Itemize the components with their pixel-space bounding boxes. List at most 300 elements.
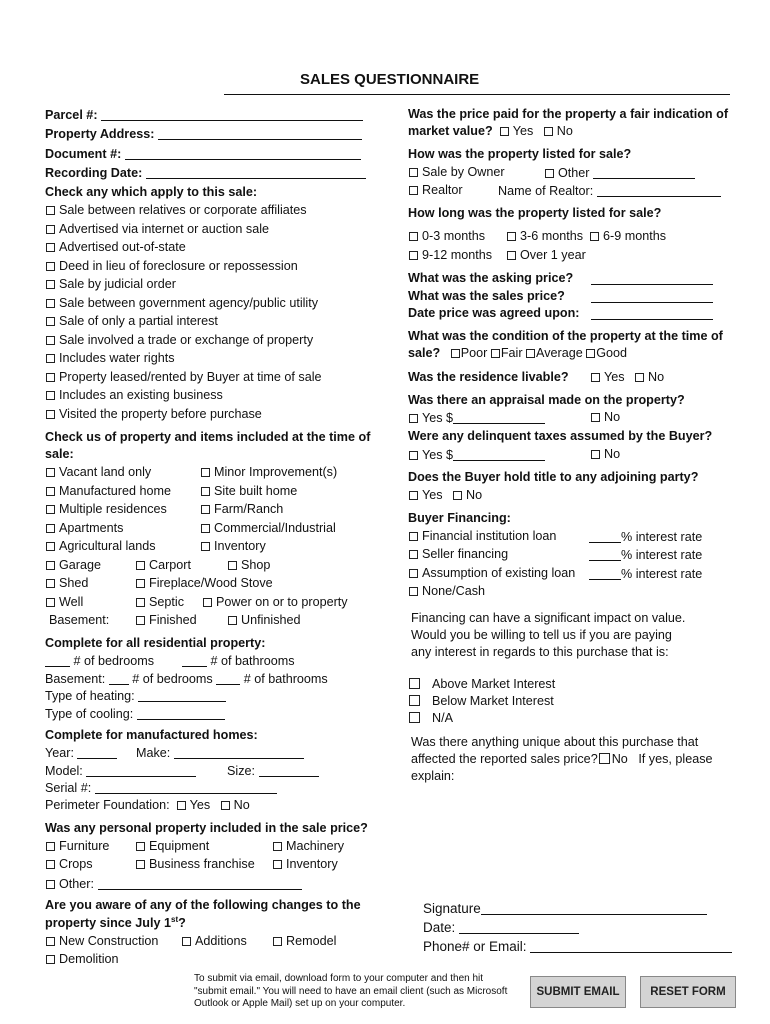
basement-rooms-label: Basement: [45, 672, 106, 686]
recording-line[interactable] [146, 166, 366, 179]
unique-no-checkbox[interactable] [599, 753, 610, 764]
checkbox[interactable] [46, 579, 55, 588]
yes-label: Yes [604, 370, 625, 384]
address-field[interactable] [45, 127, 362, 141]
parcel-label: Parcel #: [45, 108, 98, 122]
price-no-checkbox[interactable] [544, 127, 553, 136]
checkbox[interactable] [591, 413, 600, 422]
duration-option[interactable] [409, 249, 492, 262]
perimeter-yes-checkbox[interactable] [177, 801, 186, 810]
appraisal-no-option[interactable] [591, 411, 620, 424]
phone-email-line[interactable] [530, 938, 732, 953]
how-long-question: How long was the property listed for sale? [408, 206, 662, 220]
submit-email-button[interactable]: SUBMIT EMAIL [530, 976, 626, 1008]
sale-item-label: Sale by judicial order [59, 277, 176, 291]
checkbox[interactable] [46, 937, 55, 946]
no-label: No [233, 798, 250, 812]
na-option[interactable] [409, 712, 453, 725]
checkbox[interactable] [201, 487, 210, 496]
no-label: No [648, 370, 665, 384]
sale-item[interactable] [46, 334, 313, 347]
checkbox[interactable] [46, 561, 55, 570]
option-label: Demolition [59, 952, 119, 966]
financing-heading: Buyer Financing: [408, 511, 511, 525]
interest-rate-label: % interest rate [621, 548, 703, 562]
checkbox[interactable] [409, 186, 418, 195]
option-label: Realtor [422, 183, 463, 197]
checkbox[interactable] [201, 542, 210, 551]
minor-option[interactable] [201, 466, 337, 479]
check-heading: Check any which apply to this sale: [45, 185, 258, 199]
financing-note-3: any interest in regards to this purchase that is: [411, 645, 669, 659]
checkbox[interactable] [409, 532, 418, 541]
checkbox[interactable] [136, 598, 145, 607]
checkbox[interactable] [46, 391, 55, 400]
heating-field[interactable] [45, 689, 226, 703]
option-label: Business franchise [149, 857, 255, 871]
option-label: 0-3 months [422, 229, 485, 243]
heating-line[interactable] [138, 689, 226, 702]
option-label: Multiple residences [59, 502, 167, 516]
adjoining-options [409, 489, 482, 502]
price-question-1: Was the price paid for the property a fair indication of [408, 107, 729, 121]
duration-option[interactable] [409, 230, 485, 243]
checkbox[interactable] [203, 598, 212, 607]
option-label: Assumption of existing loan [422, 566, 576, 580]
asking-price-line[interactable] [591, 272, 713, 285]
option-label: Above Market Interest [432, 677, 556, 691]
appraisal-yes-option[interactable] [409, 411, 545, 425]
year-label: Year: [45, 746, 74, 760]
machinery-option[interactable] [273, 840, 344, 853]
date-field[interactable] [423, 919, 579, 935]
sitebuilt-option[interactable] [201, 485, 297, 498]
appraisal-question: Was there an appraisal made on the property? [408, 393, 685, 407]
checkbox[interactable] [201, 524, 210, 533]
checkbox[interactable] [273, 937, 282, 946]
option-label: Unfinished [241, 613, 301, 627]
option-label: Septic [149, 595, 185, 609]
interest-rate-line[interactable] [589, 548, 621, 561]
sale-item[interactable] [46, 278, 176, 291]
checkbox[interactable] [409, 550, 418, 559]
demolition-option[interactable] [46, 953, 119, 966]
bedrooms-line[interactable] [45, 654, 70, 667]
financing-note-2: Would you be willing to tell us if you are paying [411, 628, 672, 642]
signature-line[interactable] [481, 900, 707, 915]
option-label: Minor Improvement(s) [214, 465, 338, 479]
well-option[interactable] [46, 596, 83, 609]
financing-option[interactable] [409, 585, 485, 598]
fair-checkbox[interactable] [491, 349, 500, 358]
fair-label: Fair [500, 346, 523, 360]
inventory-option[interactable] [201, 540, 266, 553]
option-label: Furniture [59, 839, 110, 853]
option-label: 6-9 months [603, 229, 666, 243]
manufactured-option[interactable] [46, 485, 171, 498]
sale-item[interactable] [46, 315, 218, 328]
option-label: Apartments [59, 521, 124, 535]
price-yes-checkbox[interactable] [500, 127, 509, 136]
checkbox[interactable] [46, 880, 55, 889]
changes-heading-1: Are you aware of any of the following changes to the [45, 898, 361, 912]
average-label: Average [536, 346, 583, 360]
asking-price-field[interactable] [591, 272, 713, 286]
sale-item-label: Deed in lieu of foreclosure or repossession [59, 259, 298, 273]
by-owner-option[interactable] [409, 166, 505, 179]
delinquent-no-option[interactable] [591, 448, 620, 461]
checkbox[interactable] [409, 678, 420, 689]
livable-yes-checkbox[interactable] [591, 373, 600, 382]
checkbox[interactable] [46, 410, 55, 419]
checkbox[interactable] [46, 542, 55, 551]
year-line[interactable] [77, 746, 117, 759]
recording-label: Recording Date: [45, 166, 143, 180]
listed-other-line[interactable] [593, 166, 695, 179]
option-label: Other: [59, 877, 94, 891]
new-construction-option[interactable] [46, 935, 158, 948]
sales-price-field[interactable] [591, 290, 713, 304]
financing-option[interactable] [409, 548, 508, 561]
vacant-option[interactable] [46, 466, 151, 479]
unfinished-option[interactable] [228, 614, 301, 627]
unique-if-label: If yes, please [638, 752, 713, 766]
listed-question: How was the property listed for sale? [408, 147, 632, 161]
model-line[interactable] [86, 764, 196, 777]
bathrooms-field[interactable] [182, 654, 295, 668]
yes-label: Yes [512, 124, 534, 138]
checkbox[interactable] [136, 579, 145, 588]
no-label: No [556, 124, 573, 138]
agricultural-option[interactable] [46, 540, 156, 553]
signature-label: Signature [423, 901, 481, 916]
changes-heading-2 [45, 916, 186, 930]
below-market-option[interactable] [409, 695, 554, 708]
interest-rate-field[interactable] [589, 548, 702, 562]
sale-item[interactable] [46, 241, 186, 254]
option-label: No [604, 410, 621, 424]
address-line[interactable] [158, 127, 362, 140]
condition-question-2 [408, 347, 627, 360]
bathrooms-line[interactable] [182, 654, 207, 667]
checkbox[interactable] [409, 451, 418, 460]
option-label: Sale by Owner [422, 165, 505, 179]
checkbox[interactable] [46, 280, 55, 289]
sale-item[interactable] [46, 371, 322, 384]
checkbox[interactable] [46, 468, 55, 477]
delinquent-yes-option[interactable] [409, 448, 545, 462]
year-field[interactable] [45, 746, 117, 760]
checkbox[interactable] [273, 860, 282, 869]
equipment-option[interactable] [136, 840, 209, 853]
perimeter-no-checkbox[interactable] [221, 801, 230, 810]
sale-item[interactable] [46, 204, 307, 217]
checkbox[interactable] [46, 317, 55, 326]
crops-option[interactable] [46, 858, 93, 871]
option-label: Well [59, 595, 84, 609]
checkbox[interactable] [228, 561, 237, 570]
basement-label: Basement: [49, 613, 110, 627]
checkbox[interactable] [201, 505, 210, 514]
option-label: Finished [149, 613, 197, 627]
checkbox[interactable] [46, 206, 55, 215]
basement-rooms-field[interactable] [45, 672, 328, 686]
size-field[interactable] [227, 764, 319, 778]
checkbox[interactable] [46, 842, 55, 851]
page-title: SALES QUESTIONNAIRE [300, 71, 480, 88]
financing-option[interactable] [409, 567, 575, 580]
sale-item[interactable] [46, 223, 269, 236]
price-question-label: market value? [408, 124, 493, 138]
price-question-2 [408, 125, 573, 138]
unique-question-2 [411, 753, 713, 766]
garage-option[interactable] [46, 559, 101, 572]
remodel-option[interactable] [273, 935, 336, 948]
sale-item[interactable] [46, 389, 223, 402]
option-label: Inventory [286, 857, 338, 871]
checkbox[interactable] [46, 354, 55, 363]
option-label: Crops [59, 857, 93, 871]
realtor-name-field[interactable] [498, 184, 721, 198]
sale-item[interactable] [46, 352, 175, 365]
sale-item[interactable] [46, 408, 262, 421]
unique-question-1: Was there anything unique about this purchase that [411, 735, 699, 749]
financing-option[interactable] [409, 530, 556, 543]
title-rule [224, 94, 730, 95]
other-line[interactable] [98, 877, 302, 890]
above-market-option[interactable] [409, 678, 555, 691]
checkbox[interactable] [591, 450, 600, 459]
date-agreed-field[interactable] [591, 307, 713, 321]
checkbox[interactable] [136, 561, 145, 570]
duration-option[interactable] [507, 230, 583, 243]
shed-option[interactable] [46, 577, 88, 590]
average-checkbox[interactable] [526, 349, 535, 358]
checkbox[interactable] [409, 712, 420, 723]
option-label: Equipment [149, 839, 210, 853]
fireplace-option[interactable] [136, 577, 273, 590]
option-label: Manufactured home [59, 484, 172, 498]
checkbox[interactable] [136, 860, 145, 869]
option-label: Garage [59, 558, 102, 572]
delinquent-amount-line[interactable] [453, 448, 545, 461]
realtor-name-label: Name of Realtor: [498, 184, 594, 198]
checkbox[interactable] [46, 598, 55, 607]
basement-bedrooms-line[interactable] [109, 672, 129, 685]
option-label: Agricultural lands [59, 539, 156, 553]
realtor-option[interactable] [409, 184, 463, 197]
date-line[interactable] [459, 919, 579, 934]
option-label: Commercial/Industrial [214, 521, 336, 535]
option-label: No [604, 447, 621, 461]
document-field[interactable] [45, 147, 361, 161]
option-label: Machinery [286, 839, 345, 853]
bedrooms-field[interactable] [45, 654, 154, 668]
poor-checkbox[interactable] [451, 349, 460, 358]
checkbox[interactable] [182, 937, 191, 946]
items-heading-1: Check us of property and items included at the time of [45, 430, 371, 444]
option-label: 9-12 months [422, 248, 493, 262]
cooling-line[interactable] [137, 707, 225, 720]
submit-note: To submit via email, download form to your computer and then hit "submit email." You will need to have an email client (such as Microsoft Outlook or Apple Mail) set up on your computer. [194, 973, 508, 1009]
furniture-option[interactable] [46, 840, 109, 853]
document-label: Document #: [45, 147, 122, 161]
size-label: Size: [227, 764, 255, 778]
make-line[interactable] [174, 746, 304, 759]
sale-item[interactable] [46, 297, 318, 310]
date-agreed-label: Date price was agreed upon: [408, 306, 580, 320]
parcel-line[interactable] [101, 108, 363, 121]
perimeter-label: Perimeter Foundation: [45, 798, 170, 812]
size-line[interactable] [259, 764, 319, 777]
checkbox[interactable] [507, 251, 516, 260]
good-checkbox[interactable] [586, 349, 595, 358]
option-label: Carport [149, 558, 191, 572]
basement-bedrooms-label: # of bedrooms [132, 672, 213, 686]
franchise-option[interactable] [136, 858, 255, 871]
option-label: Fireplace/Wood Stove [149, 576, 273, 590]
option-label: Vacant land only [59, 465, 152, 479]
recording-field[interactable] [45, 166, 366, 180]
checkbox[interactable] [46, 955, 55, 964]
checkbox[interactable] [46, 524, 55, 533]
checkbox[interactable] [46, 336, 55, 345]
unique-explain-label: explain: [411, 769, 455, 783]
changes-heading-end: ? [178, 916, 186, 931]
checkbox[interactable] [46, 373, 55, 382]
interest-rate-field[interactable] [589, 530, 702, 544]
serial-field[interactable] [45, 781, 277, 795]
duration-option[interactable] [590, 230, 666, 243]
interest-rate-line[interactable] [589, 530, 621, 543]
option-label: Additions [195, 934, 247, 948]
appraisal-amount-line[interactable] [453, 411, 545, 424]
checkbox[interactable] [409, 569, 418, 578]
sale-item-label: Includes water rights [59, 351, 175, 365]
checkbox[interactable] [507, 232, 516, 241]
address-label: Property Address: [45, 127, 155, 141]
yes-label: Yes [422, 488, 443, 502]
checkbox[interactable] [136, 842, 145, 851]
sales-price-line[interactable] [591, 290, 713, 303]
option-label: Yes $ [422, 411, 454, 425]
adjoining-no-checkbox[interactable] [453, 491, 462, 500]
interest-rate-label: % interest rate [621, 530, 703, 544]
cooling-field[interactable] [45, 707, 225, 721]
sale-item-label: Advertised via internet or auction sale [59, 222, 270, 236]
shop-option[interactable] [228, 559, 270, 572]
document-line[interactable] [125, 147, 361, 160]
adjoining-yes-checkbox[interactable] [409, 491, 418, 500]
cooling-label: Type of cooling: [45, 707, 134, 721]
option-label: Other [558, 166, 590, 180]
checkbox[interactable] [46, 243, 55, 252]
reset-form-button[interactable]: RESET FORM [640, 976, 736, 1008]
apartments-option[interactable] [46, 522, 123, 535]
parcel-field[interactable] [45, 108, 363, 122]
commercial-option[interactable] [201, 522, 336, 535]
phone-email-label: Phone# or Email: [423, 939, 527, 954]
interest-rate-field[interactable] [589, 567, 702, 581]
checkbox[interactable] [46, 505, 55, 514]
option-label: N/A [432, 711, 453, 725]
checkbox[interactable] [273, 842, 282, 851]
checkbox[interactable] [136, 616, 145, 625]
checkbox[interactable] [228, 616, 237, 625]
option-label: Power on or to property [216, 595, 348, 609]
checkbox[interactable] [201, 468, 210, 477]
sale-item-label: Property leased/rented by Buyer at time of sale [59, 370, 322, 384]
phone-email-field[interactable] [423, 938, 732, 954]
option-label: Below Market Interest [432, 694, 554, 708]
carport-option[interactable] [136, 559, 191, 572]
sale-item-label: Includes an existing business [59, 388, 223, 402]
realtor-name-line[interactable] [597, 184, 721, 197]
personal-inventory-option[interactable] [273, 858, 338, 871]
livable-options [591, 371, 664, 384]
checkbox[interactable] [46, 262, 55, 271]
option-label: None/Cash [422, 584, 486, 598]
manufactured-heading: Complete for manufactured homes: [45, 728, 258, 742]
checkbox[interactable] [409, 232, 418, 241]
make-label: Make: [136, 746, 171, 760]
model-field[interactable] [45, 764, 196, 778]
checkbox[interactable] [46, 299, 55, 308]
septic-option[interactable] [136, 596, 184, 609]
bedrooms-label: # of bedrooms [73, 654, 155, 668]
option-label: 3-6 months [520, 229, 583, 243]
option-label: Over 1 year [520, 248, 586, 262]
additions-option[interactable] [182, 935, 247, 948]
multiple-option[interactable] [46, 503, 167, 516]
sale-item[interactable] [46, 260, 298, 273]
make-field[interactable] [136, 746, 304, 760]
checkbox[interactable] [46, 860, 55, 869]
checkbox[interactable] [409, 168, 418, 177]
sale-item-label: Advertised out-of-state [59, 240, 186, 254]
heating-label: Type of heating: [45, 689, 135, 703]
checkbox[interactable] [409, 414, 418, 423]
duration-option[interactable] [507, 249, 586, 262]
sale-item-label: Sale involved a trade or exchange of property [59, 333, 314, 347]
basement-bathrooms-label: # of bathrooms [243, 672, 328, 686]
listed-other-option[interactable] [545, 166, 695, 180]
checkbox[interactable] [46, 225, 55, 234]
livable-no-checkbox[interactable] [635, 373, 644, 382]
interest-rate-line[interactable] [589, 567, 621, 580]
items-heading-2: sale: [45, 447, 74, 461]
personal-heading: Was any personal property included in the sale price? [45, 821, 368, 835]
checkbox[interactable] [46, 487, 55, 496]
sale-item-label: Sale between relatives or corporate affiliates [59, 203, 307, 217]
farm-option[interactable] [201, 503, 283, 516]
signature-field[interactable] [423, 900, 707, 916]
date-agreed-line[interactable] [591, 307, 713, 320]
serial-line[interactable] [95, 781, 277, 794]
other-option[interactable] [46, 877, 302, 891]
finished-option[interactable] [136, 614, 197, 627]
poor-label: Poor [460, 346, 488, 360]
option-label: Inventory [214, 539, 266, 553]
checkbox[interactable] [545, 169, 554, 178]
basement-bathrooms-line[interactable] [216, 672, 240, 685]
checkbox[interactable] [590, 232, 599, 241]
option-label: New Construction [59, 934, 159, 948]
power-option[interactable] [203, 596, 348, 609]
checkbox[interactable] [409, 251, 418, 260]
checkbox[interactable] [409, 695, 420, 706]
checkbox[interactable] [409, 587, 418, 596]
